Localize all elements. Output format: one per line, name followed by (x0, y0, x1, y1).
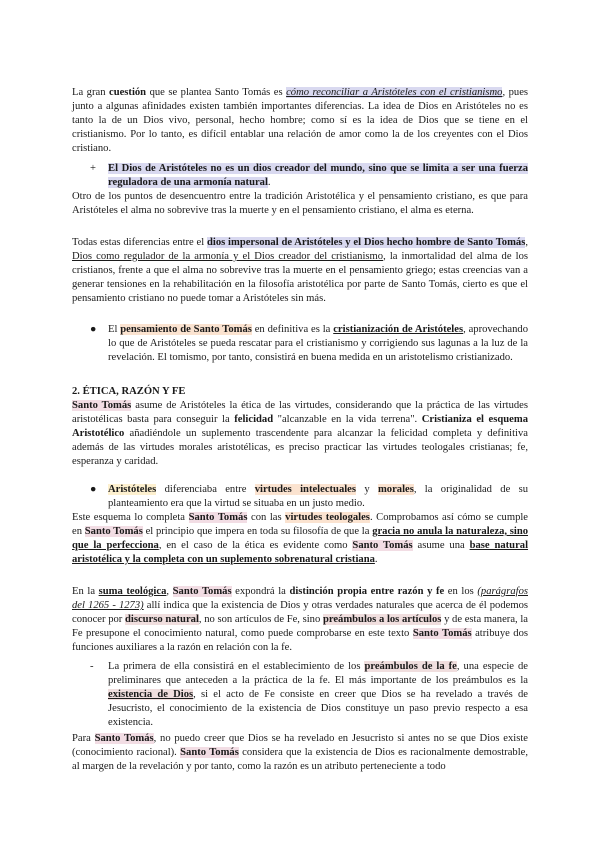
highlight-morales: morales (377, 484, 414, 495)
highlight-santo-tomas: Santo Tomás (180, 746, 239, 758)
highlight-discurso-natural: discurso natural (125, 613, 199, 625)
highlight-santo-tomas: Santo Tomás (412, 627, 472, 639)
highlight-santo-tomas: Santo Tomás (84, 525, 143, 537)
highlight-preambulos: preámbulos a los artículos (322, 613, 442, 625)
keyword-felicidad: felicidad (234, 413, 274, 425)
underline-cristianizacion: cristianización de Aristóteles (333, 324, 464, 335)
highlight-virtudes-intelectuales: virtudes intelectuales (254, 484, 357, 495)
keyword-cuestion: cuestión (109, 87, 147, 98)
paragraph-intro: La gran cuestión que se plantea Santo Tomás es cómo reconciliar a Aristóteles con el cristianismo, pues junto a algunas afinidades existen también importantes diferencias. La idea de Dios en Aristóteles no es tanto la de un Dios vivo, personal, hecho hombre; como sí es la idea de Dios que se tiene en el cristianismo. Por lo tanto, es difícil entablar una relación de amor como la de los creyentes con el Dios cristiano. (72, 87, 529, 154)
underline-base-natural: base natural aristotélica y la completa con un suplemento sobrenatural cristiana (72, 539, 529, 565)
paragraph-diferencias: Todas estas diferencias entre el dios impersonal de Aristóteles y el Dios hecho hombre de Santo Tomás, Dios como regulador de la armonía y el Dios creador del cristianismo, la inmortalidad del alma de los cristianos, frente a que el alma no sobrevive tras la muerte en el pensamiento griego; estas creencias van a generar tensiones en la rehabilitación en la filosofía aristotélica por parte de Santo Tomás, cierto es que el pensamiento cristiano no puede tomar a Aristóteles sin más. (72, 237, 528, 304)
paragraph-creer: Para Santo Tomás, no puedo creer que Dios se ha revelado en Jesucristo si antes no se que Dios existe (conocimiento racional). Santo Tomás considera que la existencia de Dios es racionalmente demostrable, al margen de la revelación y por tanto, como la razón es un atributo perteneciente a todo (72, 733, 528, 772)
underline-suma: suma teológica (98, 586, 167, 597)
underline-gracia: gracia no anula la naturaleza, sino que la perfecciona (72, 525, 529, 551)
bullet-plus-marker: + (90, 163, 96, 174)
paragraph-suma-teologica: En la suma teológica, Santo Tomás expondrá la distinción propia entre razón y fe en los (parágrafos del 1265 - 1273) allí indica que la existencia de Dios y otras verdades naturales que acerca de él podemos conocer por discurso natural, no son artículos de Fe, sino preámbulos a los artículos y de esta manera, la Fe presupone el conocimiento natural, como puede comprobarse en este texto Santo Tomás atribuye dos funciones auxiliares a la razón en relación con la fe. (72, 586, 529, 653)
highlight-reconciliar: cómo reconciliar a Aristóteles con el cristianismo (286, 87, 503, 98)
bullet-virtudes: Aristóteles diferenciaba entre virtudes intelectuales y morales, la originalidad de su planteamiento era que la virtud se situaba en un justo medio. (108, 484, 529, 509)
keyword-cristianiza: Cristianiza el esquema Aristotélico (72, 413, 528, 439)
underline-dios-regulador: Dios como regulador de la armonía y el Dios creador del cristianismo (72, 250, 384, 262)
highlight-santo-tomas: Santo Tomás (72, 400, 132, 411)
highlight-existencia-dios: existencia de Dios (108, 688, 194, 700)
section-title: 2. ÉTICA, RAZÓN Y FE (72, 386, 186, 397)
highlight-dios-creador: El Dios de Aristóteles no es un dios creador del mundo, sino que se limita a ser una fuerza reguladora de una armonía natural (108, 163, 528, 188)
highlight-preambulos-fe: preámbulos de la fe (364, 661, 457, 672)
highlight-santo-tomas: Santo Tomás (172, 586, 232, 597)
highlight-santo-tomas: Santo Tomás (188, 512, 248, 523)
bullet-dot-marker: ● (90, 324, 97, 335)
keyword-distincion: distinción propia entre razón y fe (289, 586, 445, 597)
highlight-pensamiento: pensamiento de Santo Tomás (120, 324, 252, 335)
paragraph-etica: Santo Tomás asume de Aristóteles la ética de las virtudes, considerando que la práctica de las virtudes aristotélicas basta para conseguir la felicidad "alcanzable en la vida terrena". Cristianiza el esquema Aristotélico añadiéndole un suplemento trascendente para alcanzar la felicidad completa y definitiva además de las virtudes morales aristotélicas, es preciso practicar las virtudes teologales cristianas; fe, esperanza y caridad. (72, 400, 529, 467)
highlight-virtudes-teologales: virtudes teologales (285, 512, 370, 523)
highlight-santo-tomas: Santo Tomás (94, 733, 154, 744)
bullet-pensamiento-tomas: El pensamiento de Santo Tomás en definitiva es la cristianización de Aristóteles, aprovechando lo que de Aristóteles se pueda rescatar para el cristianismo y corrigiendo sus lagunas a la luz de la revelación. El tomismo, por tanto, consistirá en buena medida en un aristotelismo cristianizado. (108, 324, 529, 363)
paragraph-esquema: Este esquema lo completa Santo Tomás con las virtudes teologales. Comprobamos así cómo se cumple en Santo Tomás el principio que impera en toda su filosofía de que la gracia no anula la naturaleza, sino que la perfecciona, en el caso de la ética es evidente como Santo Tomás asume una base natural aristotélica y la completa con un suplemento sobrenatural cristiana. (72, 512, 529, 565)
dash-preambulos: La primera de ella consistirá en el establecimiento de los preámbulos de la fe, una especie de preliminares que anteceden a la práctica de la fe. El más importante de los preámbulos es la existencia de Dios, si el acto de Fe consiste en creer que Dios se ha revelado a través de Jesucristo, el conocimiento de la existencia de Dios constituye un paso previo respecto a esa existencia. (108, 661, 528, 728)
highlight-dios-impersonal: dios impersonal de Aristóteles y el Dios hecho hombre de Santo Tomás (207, 237, 526, 248)
bullet-dios-aristoteles: El Dios de Aristóteles no es un dios creador del mundo, sino que se limita a ser una fuerza reguladora de una armonía natural. (108, 163, 528, 188)
dash-marker: - (90, 661, 94, 672)
paragraph-alma: Otro de los puntos de desencuentro entre la tradición Aristotélica y el pensamiento cristiano, es que para Aristóteles el alma no sobrevive tras la muerte y en el pensamiento cristiano, el alma es eterna. (72, 191, 528, 216)
underline-paragrafos: (parágrafos del 1265 - 1273) (72, 586, 528, 611)
bullet-dot-marker: ● (90, 484, 97, 495)
highlight-aristoteles: Aristóteles (108, 484, 157, 495)
highlight-santo-tomas: Santo Tomás (352, 539, 413, 551)
